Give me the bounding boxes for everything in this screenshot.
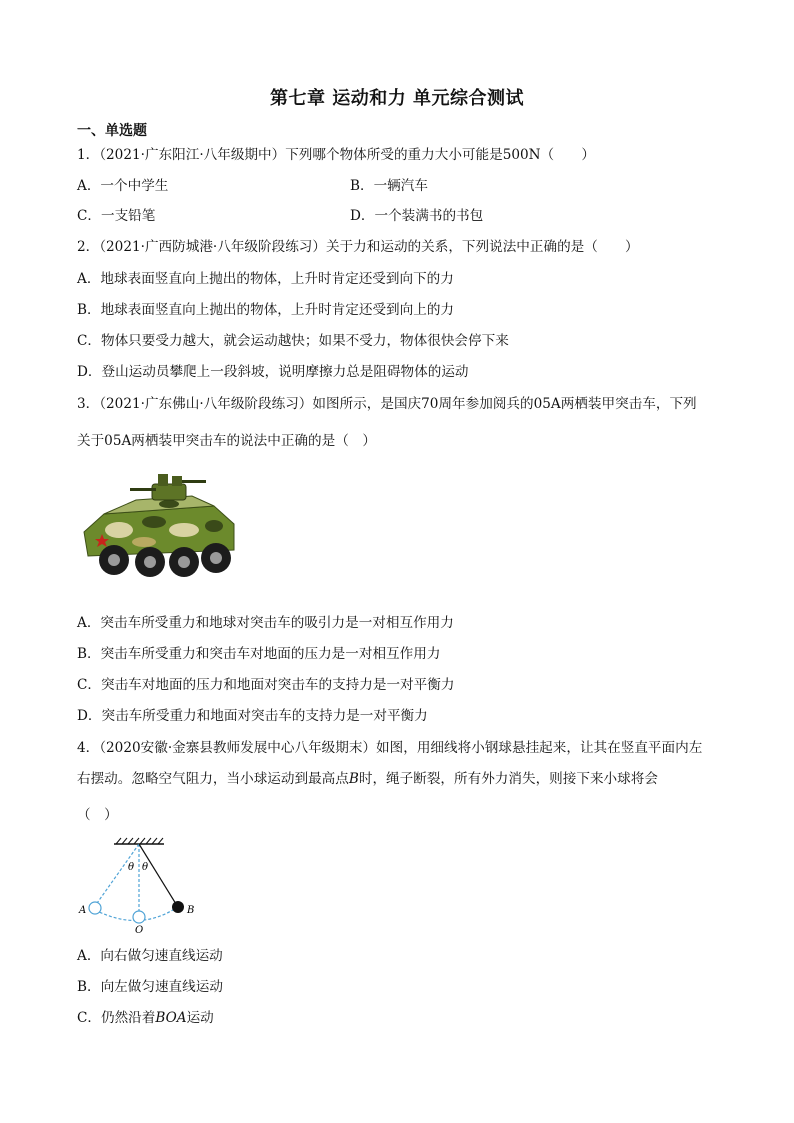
question-4-option-b: B．向左做匀速直线运动: [77, 979, 223, 995]
question-1-option-c: C．一支铅笔: [77, 208, 156, 224]
point-b-label-inline: B: [348, 771, 359, 787]
question-4-option-c-post: 运动: [186, 1010, 214, 1026]
question-3-stem-line1: 3．（2021·广东佛山·八年级阶段练习）如图所示，是国庆70周年参加阅兵的05A两栖装甲突击车，下列: [77, 396, 697, 412]
page-title: 第七章 运动和力 单元综合测试: [269, 88, 525, 109]
question-4-stem-line3: （ ）: [77, 807, 118, 823]
question-4-stem-line2-pre: 右摆动。忽略空气阻力，当小球运动到最高点: [77, 771, 349, 787]
question-1-option-d: D．一个装满书的书包: [350, 208, 484, 224]
question-2-stem: 2．（2021·广西防城港·八年级阶段练习）关于力和运动的关系，下列说法中正确的是（ ）: [77, 239, 639, 255]
point-o-label: O: [135, 925, 144, 936]
theta-left-label: θ: [128, 862, 135, 873]
question-3-stem-line2: 关于05A两栖装甲突击车的说法中正确的是（ ）: [77, 433, 376, 449]
question-4-stem-line1: 4．（2020安徽·金寨县教师发展中心八年级期末）如图，用细线将小钢球悬挂起来，让其在竖直平面内左: [77, 740, 703, 756]
question-4-stem-line2-post: 时，绳子断裂，所有外力消失，则接下来小球将会: [358, 771, 658, 787]
question-4-option-c-pre: C．仍然沿着: [77, 1010, 156, 1026]
question-2-option-d: D．登山运动员攀爬上一段斜坡，说明摩擦力总是阻碍物体的运动: [77, 364, 469, 380]
question-4-option-c: [77, 1009, 214, 1027]
question-1-option-b: B．一辆汽车: [350, 178, 428, 194]
question-3-option-d: D．突击车所受重力和地面对突击车的支持力是一对平衡力: [77, 708, 428, 724]
question-2-option-c: C．物体只要受力越大，就会运动越快；如果不受力，物体很快会停下来: [77, 333, 509, 349]
question-3-option-b: B．突击车所受重力和突击车对地面的压力是一对相互作用力: [77, 646, 441, 662]
question-3-option-c: C．突击车对地面的压力和地面对突击车的支持力是一对平衡力: [77, 677, 455, 693]
question-1-option-a: A．一个中学生: [77, 178, 169, 194]
question-1-stem: 1．（2021·广东阳江·八年级期中）下列哪个物体所受的重力大小可能是500N（ ）: [77, 147, 595, 163]
question-2-option-b: B．地球表面竖直向上抛出的物体，上升时肯定还受到向上的力: [77, 302, 455, 318]
path-boa-label: BOA: [155, 1010, 187, 1026]
question-3-option-a: A．突击车所受重力和地球对突击车的吸引力是一对相互作用力: [77, 615, 454, 631]
question-4-option-a: A．向右做匀速直线运动: [77, 948, 223, 964]
point-b-label: B: [187, 905, 195, 916]
pendulum-diagram: [74, 836, 204, 936]
theta-right-label: θ: [142, 862, 149, 873]
point-a-label: A: [79, 905, 87, 916]
armored-vehicle-image: [74, 470, 244, 594]
section-heading: 一、单选题: [77, 123, 147, 139]
question-2-option-a: A．地球表面竖直向上抛出的物体，上升时肯定还受到向下的力: [77, 271, 454, 287]
question-4-stem-line2: [77, 770, 658, 788]
